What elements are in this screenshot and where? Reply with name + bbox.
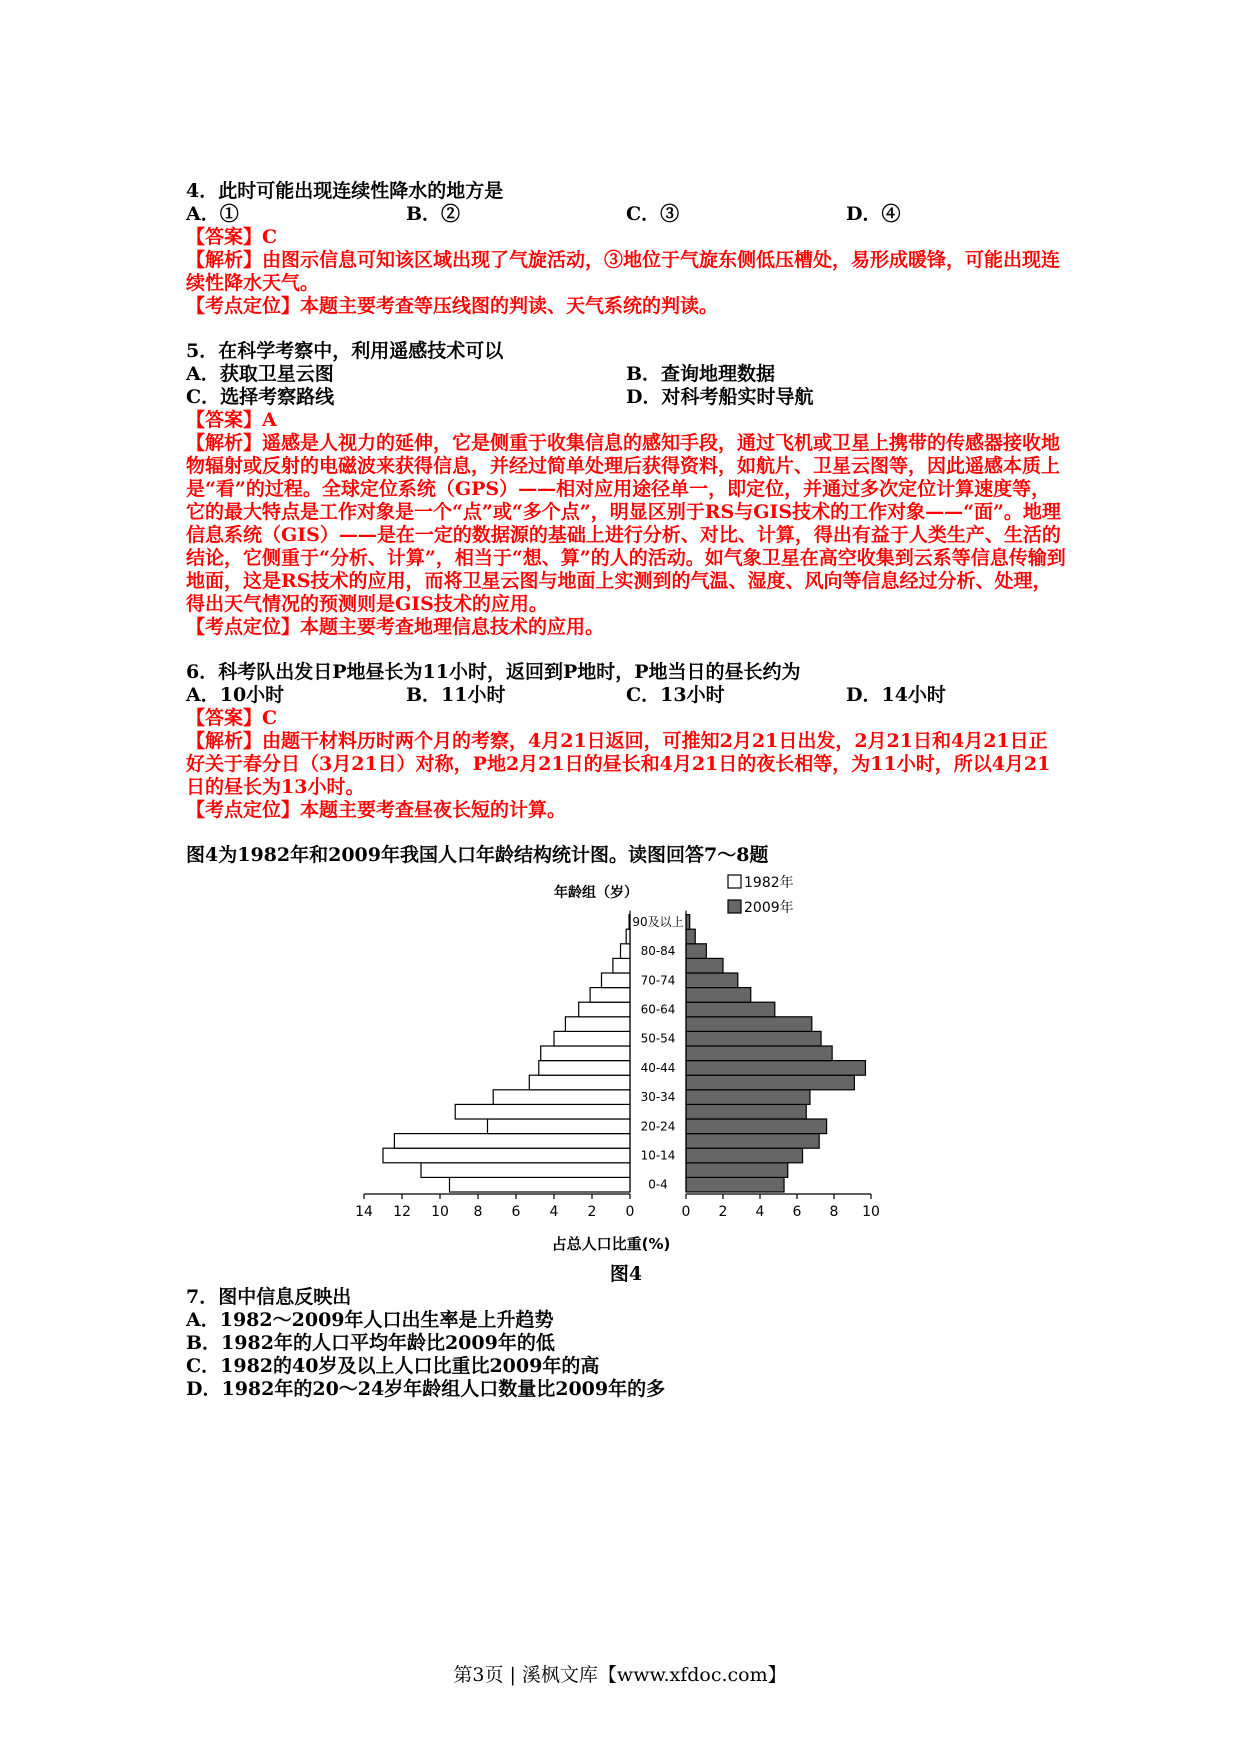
q5-option-d: D．对科考船实时导航 (626, 386, 814, 408)
tick-label-right-0: 0 (681, 1204, 691, 1220)
q5-options-row2 (186, 386, 1066, 409)
bars-1982 (383, 915, 630, 1192)
bar-1982-45-49 (541, 1046, 630, 1061)
q7-option-c: C．1982的40岁及以上人口比重比2009年的高 (186, 1355, 600, 1377)
tick-label-left-4: 4 (549, 1204, 559, 1220)
age-label-50-54: 50-54 (640, 1031, 676, 1046)
bar-2009-25-29 (686, 1104, 806, 1119)
bar-2009-45-49 (686, 1046, 832, 1061)
x-axis-label: 占总人口比重(%) (551, 1235, 671, 1253)
q4-point: 【考点定位】本题主要考查等压线图的判读、天气系统的判读。 (186, 295, 719, 317)
q5-options-row1 (186, 363, 1066, 386)
legend-swatch-1982 (728, 875, 741, 888)
age-label-90及以上: 90及以上 (632, 914, 684, 929)
bar-1982-40-44 (539, 1061, 630, 1076)
q6-analysis: 【解析】由题干材料历时两个月的考察，4月21日返回，可推知2月21日出发，2月21日和4月21日正好关于春分日（3月21日）对称，P地2月21日的昼长和4月21日的夜长相等，为11小时，所以4月21日的昼长为13小时。 (186, 730, 1051, 798)
figure-caption: 图4 (609, 1263, 643, 1285)
q6-stem: 6．科考队出发日P地昼长为11小时，返回到P地时，P地当日的昼长约为 (186, 661, 801, 683)
q6-option-b: B．11小时 (406, 684, 506, 706)
document-content (186, 180, 1066, 1401)
bar-2009-50-54 (686, 1031, 821, 1046)
age-group-labels (630, 911, 686, 1192)
tick-label-right-8: 8 (829, 1204, 839, 1220)
q4-option-d: D．④ (846, 203, 901, 225)
q4-options (186, 203, 1066, 226)
bar-1982-60-64 (579, 1002, 630, 1017)
bar-1982-75-79 (613, 958, 630, 973)
tick-label-left-8: 8 (473, 1204, 483, 1220)
q4-answer: 【答案】C (186, 226, 278, 248)
age-label-40-44: 40-44 (640, 1060, 676, 1075)
legend-label-1982: 1982年 (744, 875, 794, 891)
q7-stem: 7．图中信息反映出 (186, 1286, 352, 1308)
q5-option-b: B．查询地理数据 (626, 363, 776, 385)
age-label-80-84: 80-84 (640, 944, 676, 959)
bar-2009-30-34 (686, 1090, 810, 1105)
q5-point: 【考点定位】本题主要考查地理信息技术的应用。 (186, 616, 605, 638)
q6-option-c: C．13小时 (626, 684, 725, 706)
tick-label-right-2: 2 (718, 1204, 728, 1220)
bar-2009-35-39 (686, 1075, 854, 1090)
bar-1982-35-39 (529, 1075, 630, 1090)
q5-answer: 【答案】A (186, 409, 277, 431)
age-label-30-34: 30-34 (640, 1090, 676, 1105)
q7-option-d: D．1982年的20～24岁年龄组人口数量比2009年的多 (186, 1378, 666, 1400)
tick-label-right-4: 4 (755, 1204, 765, 1220)
bar-2009-60-64 (686, 1002, 775, 1017)
bar-1982-5-9 (421, 1163, 630, 1178)
bar-2009-85-89 (686, 929, 695, 944)
figure-intro: 图4为1982年和2009年我国人口年龄结构统计图。读图回答7～8题 (186, 844, 769, 866)
tick-label-left-0: 0 (625, 1204, 635, 1220)
chart-legend (728, 874, 794, 916)
bar-2009-20-24 (686, 1119, 827, 1134)
population-pyramid-chart (186, 867, 1066, 1267)
tick-label-left-2: 2 (587, 1204, 597, 1220)
bar-1982-15-19 (394, 1134, 630, 1149)
bar-1982-55-59 (565, 1017, 630, 1032)
y-axis-label: 年龄组（岁） (554, 885, 638, 901)
bar-1982-50-54 (554, 1031, 630, 1046)
bar-2009-15-19 (686, 1134, 819, 1149)
q6-option-a: A．10小时 (186, 684, 285, 706)
bar-1982-80-84 (621, 944, 631, 959)
q4-option-c: C．③ (626, 203, 680, 225)
bar-1982-20-24 (488, 1119, 631, 1134)
age-label-20-24: 20-24 (640, 1119, 676, 1134)
q4-option-a: A．① (186, 203, 239, 225)
tick-label-left-12: 12 (393, 1204, 411, 1220)
bar-1982-0-4 (450, 1177, 631, 1192)
q5-stem: 5．在科学考察中，利用遥感技术可以 (186, 340, 504, 362)
bar-2009-0-4 (686, 1177, 784, 1192)
x-axis-right (682, 1194, 880, 1220)
legend-swatch-2009 (728, 900, 741, 913)
tick-label-left-10: 10 (431, 1204, 449, 1220)
q5-option-a: A．获取卫星云图 (186, 363, 334, 385)
bars-2009 (686, 915, 865, 1192)
q6-answer: 【答案】C (186, 707, 278, 729)
bar-2009-10-14 (686, 1148, 803, 1163)
bar-2009-65-69 (686, 988, 751, 1003)
age-label-60-64: 60-64 (640, 1002, 676, 1017)
q4-stem: 4．此时可能出现连续性降水的地方是 (186, 180, 504, 202)
q7-option-a: A．1982～2009年人口出生率是上升趋势 (186, 1309, 554, 1331)
age-label-0-4: 0-4 (648, 1177, 668, 1192)
bar-2009-40-44 (686, 1061, 865, 1076)
bar-1982-65-69 (590, 988, 630, 1003)
q5-analysis: 【解析】遥感是人视力的延伸，它是侧重于收集信息的感知手段，通过飞机或卫星上携带的传感器接收地物辐射或反射的电磁波来获得信息，并经过简单处理后获得资料，如航片、卫星云图等，因此遥感本质上是“看”的过程。全球定位系统（GPS）——相对应用途径单一，即定位，并通过多次定位计算速度等，它的最大特点是工作对象是一个“点”或“多个点”，明显区别于RS与GIS技术的工作对象——“面”。地理信息系统（GIS）——是在一定的数据源的基础上进行分析、对比、计算，得出有益于人类生产、生活的结论，它侧重于“分析、计算”，相当于“想、算”的人的活动。如气象卫星在高空收集到云系等信息传输到地面，这是RS技术的应用，而将卫星云图与地面上实测到的气温、湿度、风向等信息经过分析、处理，得出天气情况的预测则是GIS技术的应用。 (186, 432, 1066, 615)
q5-option-c: C．选择考察路线 (186, 386, 335, 408)
age-label-70-74: 70-74 (640, 973, 676, 988)
q7-option-b: B．1982年的人口平均年龄比2009年的低 (186, 1332, 555, 1354)
q6-options (186, 684, 1066, 707)
tick-label-left-6: 6 (511, 1204, 521, 1220)
population-pyramid-svg (186, 867, 1066, 1267)
tick-label-left-14: 14 (355, 1204, 373, 1220)
x-axis-left (355, 1194, 634, 1220)
tick-label-right-6: 6 (792, 1204, 802, 1220)
tick-label-right-10: 10 (862, 1204, 880, 1220)
age-label-10-14: 10-14 (640, 1148, 676, 1163)
bar-1982-10-14 (383, 1148, 630, 1163)
legend-label-2009: 2009年 (744, 900, 794, 916)
bar-2009-70-74 (686, 973, 738, 988)
bar-2009-5-9 (686, 1163, 788, 1178)
bar-1982-25-29 (455, 1104, 630, 1119)
bar-1982-30-34 (493, 1090, 630, 1105)
q6-point: 【考点定位】本题主要考查昼夜长短的计算。 (186, 799, 567, 821)
bar-2009-75-79 (686, 958, 723, 973)
bar-1982-70-74 (602, 973, 631, 988)
q4-analysis: 【解析】由图示信息可知该区域出现了气旋活动，③地位于气旋东侧低压槽处，易形成暖锋，可能出现连续性降水天气。 (186, 249, 1061, 294)
bar-2009-80-84 (686, 944, 706, 959)
q4-option-b: B．② (406, 203, 461, 225)
q6-option-d: D．14小时 (846, 684, 946, 706)
page-footer: 第3页 | 溪枫文库【www.xfdoc.com】 (453, 1664, 787, 1686)
bar-2009-55-59 (686, 1017, 812, 1032)
